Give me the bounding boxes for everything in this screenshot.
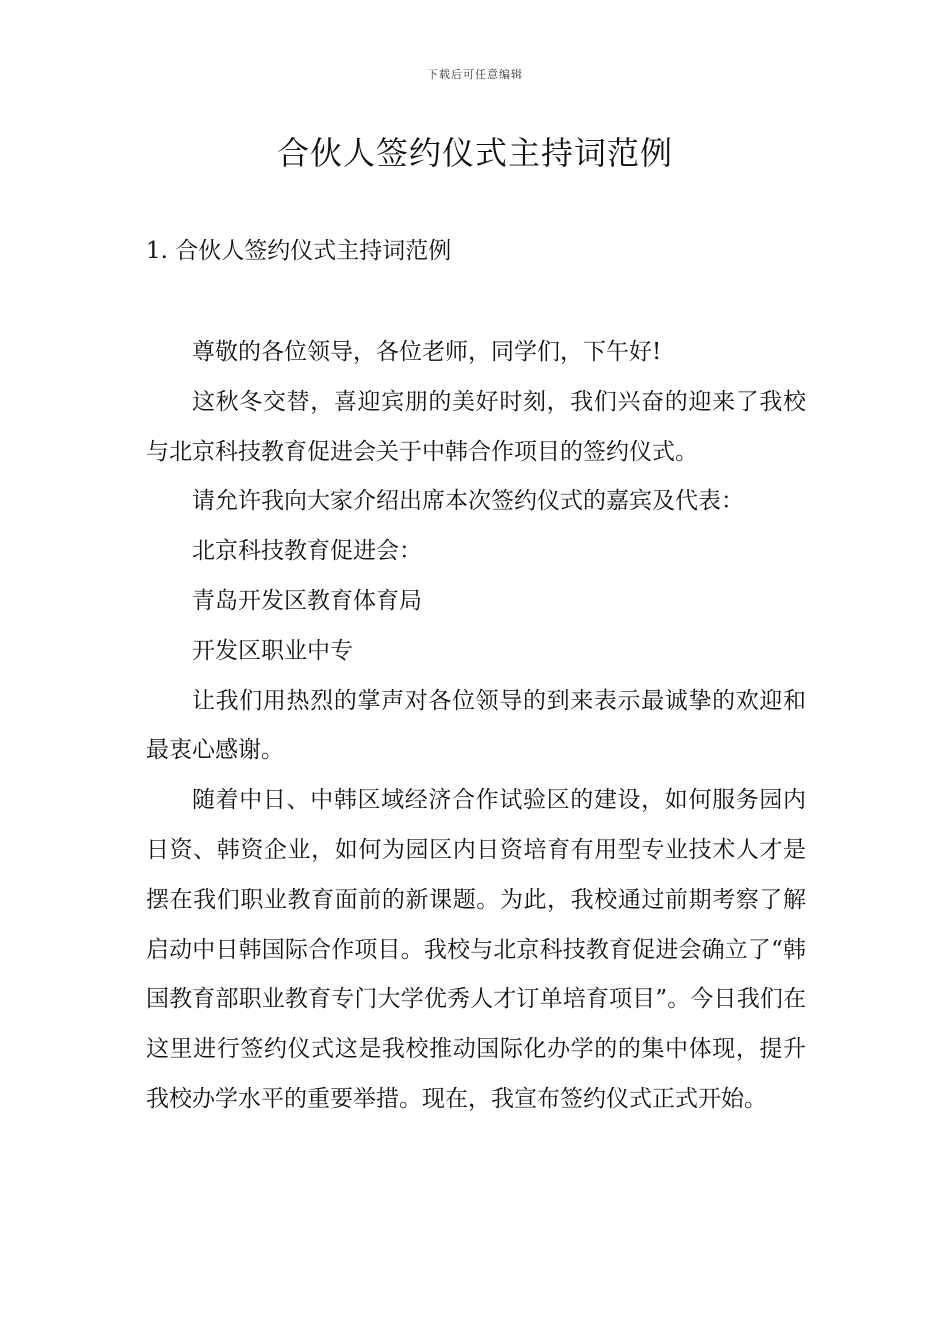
paragraph-introduction: 请允许我向大家介绍出席本次签约仪式的嘉宾及代表： [192, 488, 744, 515]
paragraph-guest-2: 青岛开发区教育体育局 [192, 587, 422, 614]
section-heading: 1. 合伙人签约仪式主持词范例 [146, 238, 452, 264]
paragraph-guest-1: 北京科技教育促进会： [192, 538, 422, 565]
paragraph-welcome: 让我们用热烈的掌声对各位领导的到来表示最诚挚的欢迎和最衷心感谢。 [146, 687, 806, 764]
document-body [146, 328, 806, 1125]
paragraph-main: 随着中日、中韩区域经济合作试验区的建设，如何服务园内日资、韩资企业，如何为园区内日资培育有用型专业技术人才是摆在我们职业教育面前的新课题。为此，我校通过前期考察了解启动中日韩国际合作项目。我校与北京科技教育促进会确立了“韩国教育部职业教育专门大学优秀人才订单培育项目”。今日我们在这里进行签约仪式这是我校推动国际化办学的的集中体现，提升我校办学水平的重要举措。现在，我宣布签约仪式正式开始。 [146, 787, 806, 1112]
paragraph-opening: 这秋冬交替，喜迎宾朋的美好时刻，我们兴奋的迎来了我校与北京科技教育促进会关于中韩合作项目的签约仪式。 [146, 388, 806, 465]
paragraph-greeting: 尊敬的各位领导，各位老师，同学们，下午好! [192, 339, 662, 365]
header-note: 下载后可任意编辑 [427, 68, 523, 81]
document-title: 合伙人签约仪式主持词范例 [276, 134, 673, 172]
paragraph-guest-3: 开发区职业中专 [192, 637, 353, 664]
